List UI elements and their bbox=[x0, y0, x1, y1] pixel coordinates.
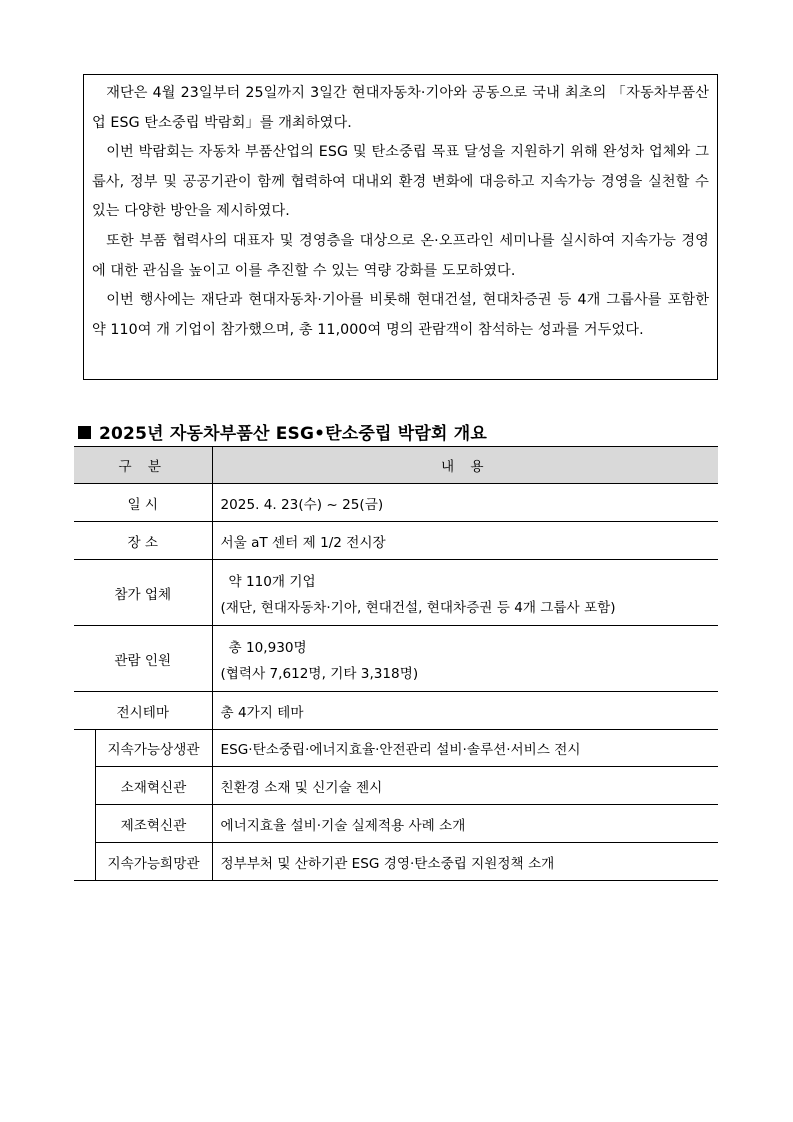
theme-item-row bbox=[74, 730, 718, 767]
theme-item-label: 소재혁신관 bbox=[95, 767, 212, 805]
theme-item-label: 지속가능상생관 bbox=[95, 730, 212, 767]
section-title-text: 2025년 자동차부품산 ESG•탄소중립 박람회 개요 bbox=[99, 424, 488, 444]
visitors-detail: (협력사 7,612명, 기타 3,318명) bbox=[220, 665, 419, 682]
intro-paragraph-2: 이번 박람회는 자동차 부품산업의 ESG 및 탄소중립 목표 달성을 지원하기 위해 완성차 업체와 그룹사, 정부 및 공공기관이 함께 협력하여 대내외 환경 변화에 대응하고 지속가능 경영을 실천할 수 있는 다양한 방안을 제시하였다. bbox=[92, 144, 709, 220]
row-label-visitors: 관람 인원 bbox=[74, 626, 212, 692]
row-value-visitors bbox=[212, 626, 718, 692]
table-header-row bbox=[74, 447, 718, 484]
theme-item-row bbox=[74, 767, 718, 805]
section-title bbox=[78, 419, 487, 444]
table-row-venue bbox=[74, 522, 718, 560]
intro-paragraph-3: 또한 부품 협력사의 대표자 및 경영층을 대상으로 온·오프라인 세미나를 실시하여 지속가능 경영에 대한 관심을 높이고 이를 추진할 수 있는 역량 강화를 도모하였다. bbox=[92, 232, 709, 279]
header-content: 내 용 bbox=[212, 447, 718, 484]
table-row-participants bbox=[74, 560, 718, 626]
theme-indent-cell bbox=[74, 843, 95, 881]
intro-paragraph-1: 재단은 4월 23일부터 25일까지 3일간 현대자동차·기아와 공동으로 국내 최초의 「자동차부품산업 ESG 탄소중립 박람회」를 개최하였다. bbox=[92, 85, 709, 131]
theme-item-row bbox=[74, 805, 718, 843]
theme-item-value: 정부부처 및 산하기관 ESG 경영·탄소중립 지원정책 소개 bbox=[212, 843, 718, 881]
row-value-venue: 서울 aT 센터 제 1/2 전시장 bbox=[212, 522, 718, 560]
table-row-theme bbox=[74, 692, 718, 730]
participants-detail: (재단, 현대자동차·기아, 현대건설, 현대차증권 등 4개 그룹사 포함) bbox=[220, 599, 616, 616]
theme-item-label: 제조혁신관 bbox=[95, 805, 212, 843]
intro-paragraph-4: 이번 행사에는 재단과 현대자동차·기아를 비롯해 현대건설, 현대차증권 등 4개 그룹사를 포함한 약 110여 개 기업이 참가했으며, 총 11,000여 명의 관람객이 참석하는 성과를 거두었다. bbox=[92, 292, 709, 338]
theme-item-row bbox=[74, 843, 718, 881]
row-value-participants bbox=[212, 560, 718, 626]
theme-indent-cell bbox=[74, 730, 95, 767]
theme-item-value: 에너지효율 설비·기술 실제적용 사례 소개 bbox=[212, 805, 718, 843]
theme-item-value: 친환경 소재 및 신기술 젠시 bbox=[212, 767, 718, 805]
theme-indent-cell bbox=[74, 767, 95, 805]
row-label-venue: 장 소 bbox=[74, 522, 212, 560]
square-bullet-icon bbox=[78, 426, 91, 439]
theme-indent-cell bbox=[74, 805, 95, 843]
row-label-theme: 전시테마 bbox=[74, 692, 212, 730]
row-label-date: 일 시 bbox=[74, 484, 212, 522]
theme-item-value: ESG·탄소중립·에너지효율·안전관리 설비·솔루션·서비스 전시 bbox=[212, 730, 718, 767]
row-value-date: 2025. 4. 23(수) ~ 25(금) bbox=[212, 484, 718, 522]
row-label-participants: 참가 업체 bbox=[74, 560, 212, 626]
theme-item-label: 지속가능희망관 bbox=[95, 843, 212, 881]
header-category: 구 분 bbox=[74, 447, 212, 484]
row-value-theme: 총 4가지 테마 bbox=[212, 692, 718, 730]
intro-summary-box bbox=[83, 74, 718, 380]
table-row-visitors bbox=[74, 626, 718, 692]
table-row-date bbox=[74, 484, 718, 522]
participants-count: 약 110개 기업 bbox=[228, 573, 316, 590]
expo-overview-table bbox=[74, 446, 718, 881]
visitors-total: 총 10,930명 bbox=[228, 639, 307, 656]
